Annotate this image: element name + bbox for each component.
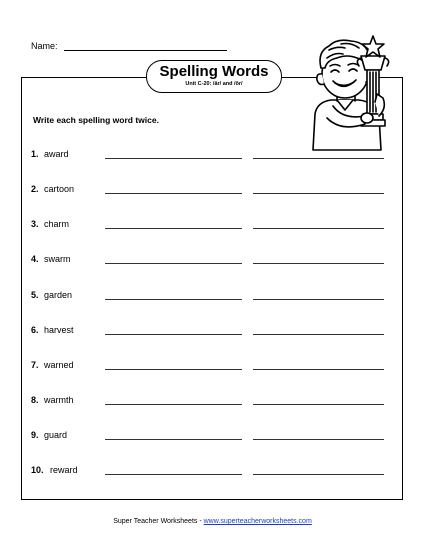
word-number: 3. xyxy=(31,219,39,229)
word-number: 9. xyxy=(31,430,39,440)
unit-subtitle: Unit C-20: /är/ and /ôr/ xyxy=(185,81,243,87)
write-line-second[interactable] xyxy=(253,439,384,440)
write-line-second[interactable] xyxy=(253,158,384,159)
list-item xyxy=(31,149,391,161)
write-line-second[interactable] xyxy=(253,369,384,370)
spelling-word: cartoon xyxy=(44,184,75,194)
spelling-word: guard xyxy=(44,430,68,440)
list-item xyxy=(31,290,391,302)
list-item xyxy=(31,254,391,266)
list-item xyxy=(31,465,391,477)
word-number: 6. xyxy=(31,325,39,335)
list-item xyxy=(31,184,391,196)
spelling-word: reward xyxy=(50,465,78,475)
word-number: 7. xyxy=(31,360,39,370)
spelling-word: charm xyxy=(44,219,70,229)
write-line-first[interactable] xyxy=(105,439,242,440)
list-item xyxy=(31,325,391,337)
write-line-first[interactable] xyxy=(105,334,242,335)
write-line-first[interactable] xyxy=(105,369,242,370)
write-line-first[interactable] xyxy=(105,228,242,229)
spelling-word: warmth xyxy=(44,395,74,405)
write-line-second[interactable] xyxy=(253,334,384,335)
word-number: 1. xyxy=(31,149,39,159)
title-box xyxy=(146,60,282,93)
footer-text: Super Teacher Worksheets - xyxy=(113,518,204,525)
write-line-second[interactable] xyxy=(253,404,384,405)
write-line-first[interactable] xyxy=(105,404,242,405)
word-number: 5. xyxy=(31,290,39,300)
write-line-second[interactable] xyxy=(253,228,384,229)
footer xyxy=(0,518,425,525)
spelling-word: award xyxy=(44,149,69,159)
write-line-first[interactable] xyxy=(105,193,242,194)
write-line-first[interactable] xyxy=(105,299,242,300)
list-item xyxy=(31,360,391,372)
word-number: 8. xyxy=(31,395,39,405)
write-line-first[interactable] xyxy=(105,263,242,264)
footer-link[interactable]: www.superteacherworksheets.com xyxy=(203,518,312,525)
spelling-word: harvest xyxy=(44,325,74,335)
spelling-word: swarm xyxy=(44,254,71,264)
write-line-first[interactable] xyxy=(105,474,242,475)
list-item xyxy=(31,395,391,407)
list-item xyxy=(31,219,391,231)
write-line-second[interactable] xyxy=(253,474,384,475)
word-number: 2. xyxy=(31,184,39,194)
spelling-word: garden xyxy=(44,290,73,300)
mascot-trophy-illustration xyxy=(297,28,397,154)
write-line-first[interactable] xyxy=(105,158,242,159)
word-number: 10. xyxy=(31,465,44,475)
list-item xyxy=(31,430,391,442)
name-label: Name: xyxy=(31,41,58,51)
write-line-second[interactable] xyxy=(253,263,384,264)
name-field[interactable] xyxy=(64,50,227,51)
spelling-word: warned xyxy=(44,360,74,370)
write-line-second[interactable] xyxy=(253,193,384,194)
write-line-second[interactable] xyxy=(253,299,384,300)
page-title: Spelling Words xyxy=(159,63,269,80)
word-number: 4. xyxy=(31,254,39,264)
instruction-text: Write each spelling word twice. xyxy=(33,115,159,125)
